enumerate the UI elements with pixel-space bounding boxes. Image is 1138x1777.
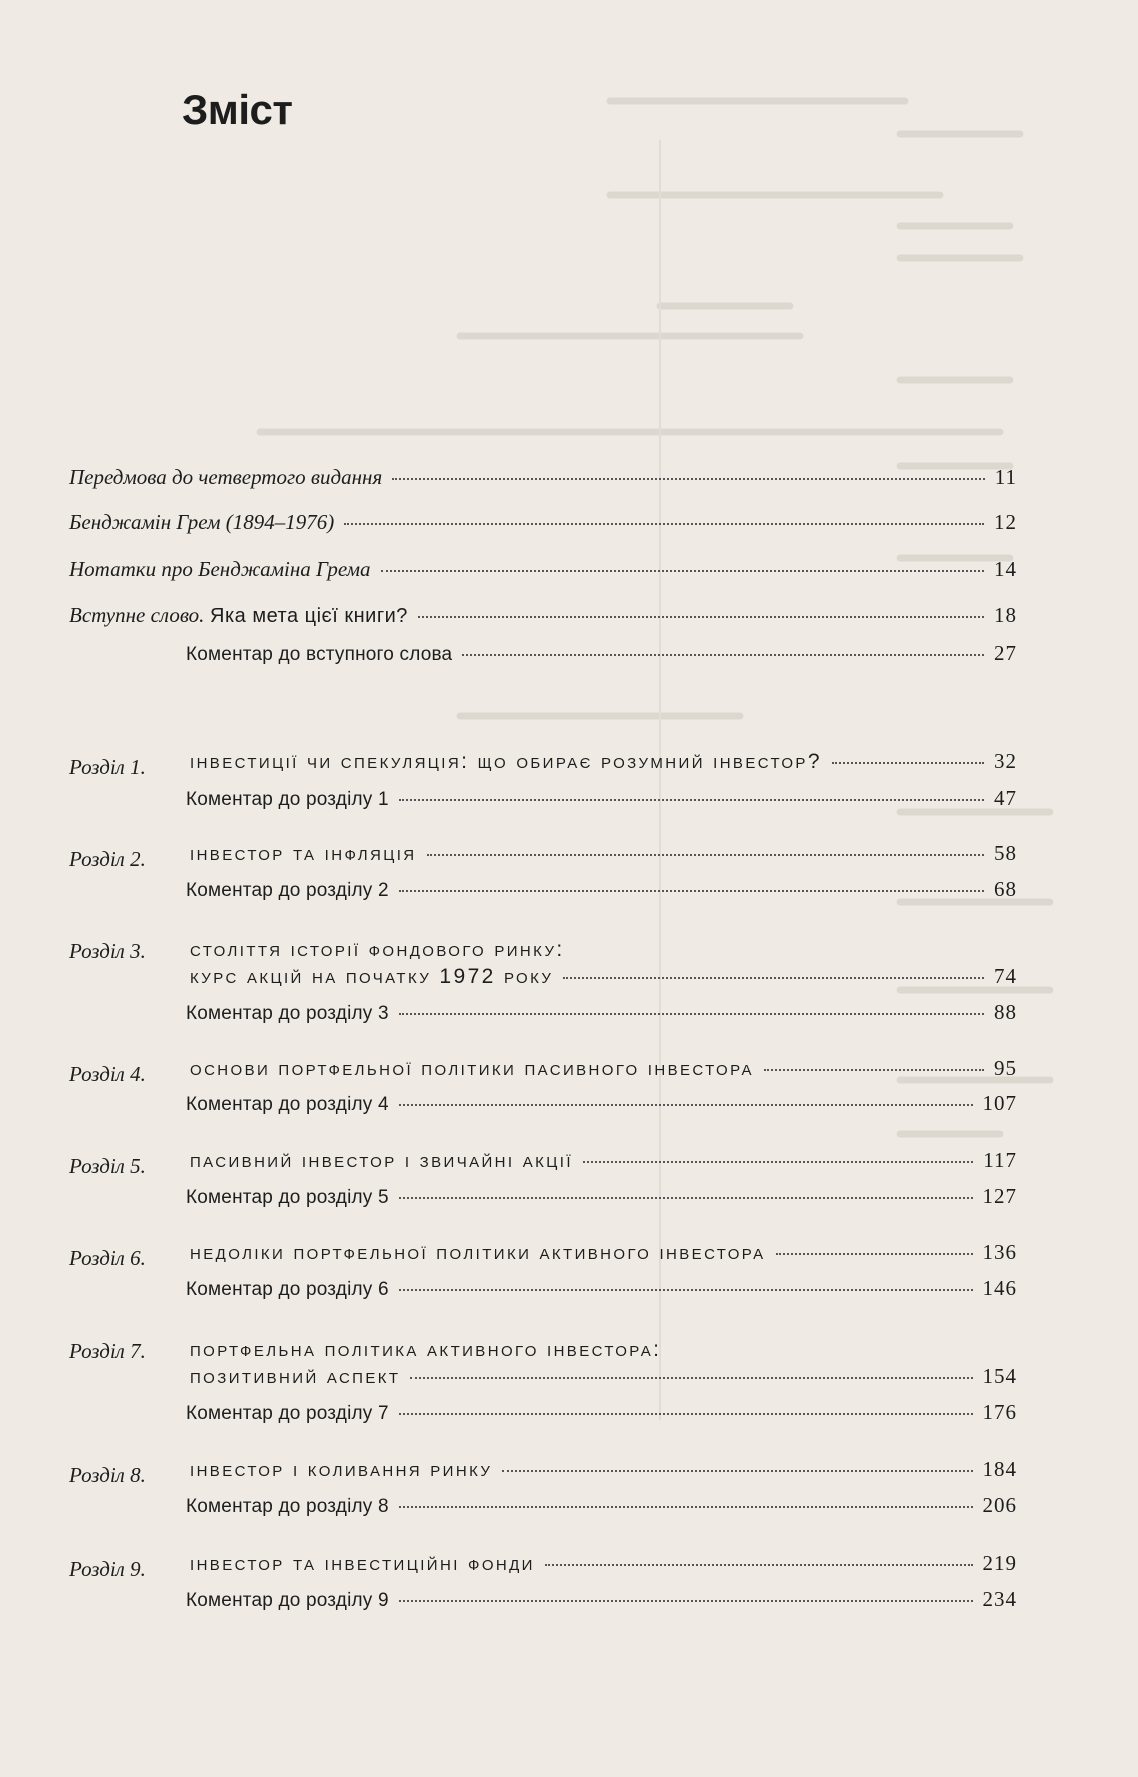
dot-leader: [399, 1289, 973, 1291]
dot-leader: [462, 654, 984, 656]
toc-entry-chapter-7-comment[interactable]: [186, 1400, 1017, 1436]
toc-entry-preface[interactable]: [69, 465, 1017, 501]
page-number: 58: [994, 841, 1017, 865]
chapter-label: Розділ 6.: [69, 1246, 146, 1270]
page-number: 154: [982, 1364, 1017, 1388]
toc-entry-chapter-8[interactable]: [190, 1457, 1017, 1493]
chapter-label: Розділ 8.: [69, 1463, 146, 1487]
toc-entry-chapter-2-comment[interactable]: [186, 877, 1017, 913]
chapter-label: Розділ 9.: [69, 1557, 146, 1581]
chapter-title: недоліки портфельної політики активного інвестора: [190, 1241, 766, 1264]
dot-leader: [399, 1013, 984, 1015]
intro-title: Яка мета цієї книги?: [210, 605, 408, 627]
chapter-title: позитивний аспект: [190, 1365, 401, 1388]
page-number: 117: [983, 1148, 1017, 1172]
chapter-title: інвестор і коливання ринку: [190, 1458, 493, 1481]
dot-leader: [399, 1197, 973, 1199]
dot-leader: [392, 478, 985, 480]
entry-title: Коментар до розділу 6: [186, 1279, 389, 1300]
chapter-title: інвестор та інфляція: [190, 842, 417, 865]
toc-entry-graham-bio[interactable]: [69, 510, 1017, 546]
entry-title: Коментар до вступного слова: [186, 644, 453, 665]
page-number: 68: [994, 877, 1017, 901]
dot-leader: [399, 799, 984, 801]
chapter-title: основи портфельної політики пасивного інвестора: [190, 1057, 754, 1080]
chapter-label: Розділ 1.: [69, 755, 146, 779]
dot-leader: [427, 854, 984, 856]
page-number: 176: [982, 1400, 1017, 1424]
page-number: 146: [982, 1276, 1017, 1300]
page-number: 12: [994, 510, 1017, 534]
toc-entry-chapter-1[interactable]: [190, 749, 1017, 785]
toc-entry-chapter-6[interactable]: [190, 1240, 1017, 1276]
dot-leader: [776, 1253, 973, 1255]
page-number: 107: [982, 1091, 1017, 1115]
page-number: 32: [994, 749, 1017, 773]
toc-entry-chapter-3-comment[interactable]: [186, 1000, 1017, 1036]
chapter-label: Розділ 4.: [69, 1062, 146, 1086]
toc-entry-chapter-4-comment[interactable]: [186, 1091, 1017, 1127]
toc-entry-chapter-1-comment[interactable]: [186, 786, 1017, 822]
entry-title: Бенджамін Грем (1894–1976): [69, 510, 335, 534]
toc-entry-chapter-3[interactable]: [190, 964, 1017, 1000]
entry-title: Коментар до розділу 1: [186, 789, 389, 810]
page-number: 136: [982, 1240, 1017, 1264]
dot-leader: [344, 523, 984, 525]
toc-entry-chapter-5-comment[interactable]: [186, 1184, 1017, 1220]
dot-leader: [399, 1413, 973, 1415]
page-number: 234: [982, 1587, 1017, 1611]
toc-entry-intro[interactable]: [69, 603, 1017, 639]
page-number: 88: [994, 1000, 1017, 1024]
page-number: 18: [994, 603, 1017, 627]
chapter-title: інвестиції чи спекуляція: що обирає розумний інвестор?: [190, 750, 822, 773]
page-number: 27: [994, 641, 1017, 665]
page-number: 74: [994, 964, 1017, 988]
chapter-title: курс акцій на початку 1972 року: [190, 965, 554, 988]
toc-entry-chapter-6-comment[interactable]: [186, 1276, 1017, 1312]
chapter-title: інвестор та інвестиційні фонди: [190, 1552, 535, 1575]
toc-entry-chapter-5[interactable]: [190, 1148, 1017, 1184]
chapter-label: Розділ 5.: [69, 1154, 146, 1178]
dot-leader: [399, 890, 984, 892]
entry-title: Коментар до розділу 3: [186, 1003, 389, 1024]
entry-title: Коментар до розділу 8: [186, 1496, 389, 1517]
chapter-title: пасивний інвестор і звичайні акції: [190, 1149, 573, 1172]
dot-leader: [399, 1600, 973, 1602]
dot-leader: [832, 762, 984, 764]
dot-leader: [583, 1161, 973, 1163]
entry-title: Коментар до розділу 2: [186, 880, 389, 901]
entry-title: [69, 603, 408, 628]
dot-leader: [418, 616, 984, 618]
page-number: 14: [994, 557, 1017, 581]
toc-entry-chapter-9-comment[interactable]: [186, 1587, 1017, 1623]
chapter-title-line1: портфельна політика активного інвестора:: [190, 1338, 662, 1361]
entry-title: Коментар до розділу 7: [186, 1403, 389, 1424]
toc-entry-chapter-9[interactable]: [190, 1551, 1017, 1587]
entry-title: Нотатки про Бенджаміна Грема: [69, 557, 371, 581]
dot-leader: [381, 570, 984, 572]
chapter-label: Розділ 3.: [69, 939, 146, 963]
dot-leader: [545, 1564, 973, 1566]
chapter-label: Розділ 2.: [69, 847, 146, 871]
dot-leader: [502, 1470, 972, 1472]
page-number: 47: [994, 786, 1017, 810]
toc-entry-chapter-2[interactable]: [190, 841, 1017, 877]
toc-entry-chapter-4[interactable]: [190, 1056, 1017, 1092]
toc-entry-chapter-8-comment[interactable]: [186, 1493, 1017, 1529]
entry-title: Коментар до розділу 4: [186, 1094, 389, 1115]
page-number: 219: [982, 1551, 1017, 1575]
chapter-title-line1: століття історії фондового ринку:: [190, 938, 565, 961]
toc-entry-graham-notes[interactable]: [69, 557, 1017, 593]
chapter-label: Розділ 7.: [69, 1339, 146, 1363]
dot-leader: [399, 1506, 973, 1508]
toc-entry-chapter-7[interactable]: [190, 1364, 1017, 1400]
toc-entry-intro-comment[interactable]: [186, 641, 1017, 677]
entry-title: Коментар до розділу 9: [186, 1590, 389, 1611]
page-title: Зміст: [182, 86, 293, 133]
dot-leader: [563, 977, 984, 979]
dot-leader: [410, 1377, 972, 1379]
page-number: 206: [982, 1493, 1017, 1517]
page-number: 11: [994, 465, 1017, 489]
dot-leader: [399, 1104, 973, 1106]
page-number: 95: [994, 1056, 1017, 1080]
intro-label: Вступне слово.: [69, 603, 205, 627]
dot-leader: [764, 1069, 984, 1071]
entry-title: Коментар до розділу 5: [186, 1187, 389, 1208]
page-number: 184: [982, 1457, 1017, 1481]
entry-title: Передмова до четвертого видання: [69, 465, 383, 489]
page-number: 127: [982, 1184, 1017, 1208]
